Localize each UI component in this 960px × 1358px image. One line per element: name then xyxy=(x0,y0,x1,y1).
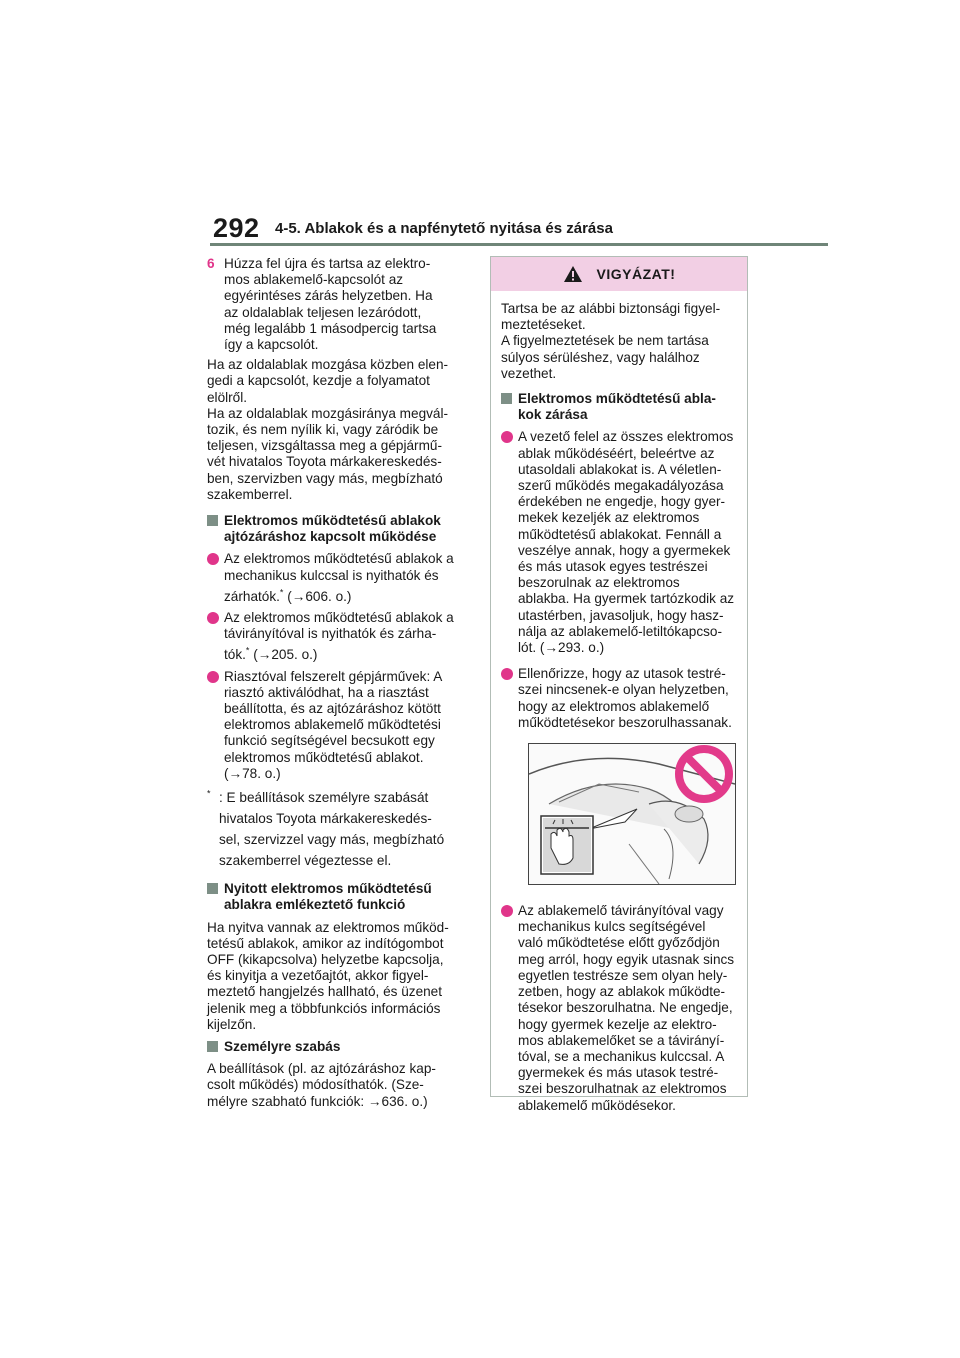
section-heading-reminder xyxy=(207,881,477,913)
list-item-text: Az ablakemelő távirányítóval vagy mechanikus kulcs segítségével való működtetése előtt győződjön meg arról, hogy egyik utasnak sincs egyetlen testrésze sem olyan hely- zetben, hogy az ablakok működte- tésekor beszorulhatna. Ne engedje, hogy gyermek kezelje az elektro- mos ablakemelőket se a távirányí- tóval, se a mechanikus kulccsal. A gyermekek és más utasok testré- szei beszorulhatnak az elektromos ablakemelő működésekor. xyxy=(518,903,735,1113)
section-heading-text: Nyitott elektromos működtetésű ablakra emlékeztető funkció xyxy=(224,881,432,913)
page-reference: (→205. o.) xyxy=(249,647,318,663)
footnote xyxy=(207,787,477,871)
footnote-mark: * xyxy=(207,788,211,799)
section-heading-text: Elektromos működtetésű ablakok ajtózáráshoz kapcsolt működése xyxy=(224,513,441,545)
warning-section-heading-text: Elektromos működtetésű abla- kok zárása xyxy=(518,391,716,423)
list-item-lines: Az elektromos működtetésű ablakok a mechanikus kulccsal is nyithatók és xyxy=(224,551,454,583)
list-item-text: Riasztóval felszerelt gépjárművek: A riasztó aktiválódhat, ha a riasztást beállította, és az ajtózáráshoz kötött elektromos ablakemelő működtetési funkció segítségével becsukott egy elektromos működtetésű ablakot. (→78. o.) xyxy=(224,668,443,781)
warning-triangle-icon xyxy=(563,265,583,283)
list-item-text xyxy=(224,610,477,664)
warning-box xyxy=(490,256,748,1113)
list-item-lines: Az elektromos működtetésű ablakok a távirányítóval is nyithatók és zárha- xyxy=(224,610,454,642)
step-6 xyxy=(207,256,477,353)
asterisk-mark: * xyxy=(279,587,284,598)
circle-bullet-icon xyxy=(207,612,219,624)
page-number: 292 xyxy=(213,213,260,243)
warning-header xyxy=(491,257,747,291)
paragraph-reminder: Ha nyitva vannak az elektromos működ- tetésű ablakok, amikor az indítógombot OFF (kikapcsolva) helyzetbe kapcsolja, és kinyitja a vezetőajtót, akkor figyel- meztető hangjelzés hallható, és üzenet jelenik meg a többfunkciós információs kijelzőn. xyxy=(207,919,449,1032)
asterisk-mark: * xyxy=(245,645,250,656)
warning-item-check-passengers xyxy=(501,666,739,731)
list-item-remote xyxy=(207,610,477,664)
paragraph-direction-change: Ha az oldalablak mozgásiránya megvál- tozik, és nem nyílik ki, vagy záródik be teljesen, vizsgáltassa meg a gépjármű- vét hivatalos Toyota márkakereskedés- ben, szervizben vagy más, megbízható szakemberrel. xyxy=(207,405,449,502)
warning-body xyxy=(491,291,747,1114)
section-heading-text: Személyre szabás xyxy=(224,1038,341,1054)
paragraph-release-switch: Ha az oldalablak mozgása közben elen- gedi a kapcsolót, kezdje a folyamatot elölről. xyxy=(207,357,449,405)
footnote-text: : E beállítások személyre szabását hivatalos Toyota márkakereskedés- sel, szervizzel vagy más, megbízható szakemberrel végeztesse el. xyxy=(219,790,445,869)
circle-bullet-icon xyxy=(207,553,219,565)
illustration-hand-caught-in-window xyxy=(528,743,736,885)
square-bullet-icon xyxy=(207,515,218,526)
step-text: Húzza fel újra és tartsa az elektro- mos ablakemelő-kapcsolót az egyérintéses zárás helyzetben. Ha az oldalablak teljesen lezáródott, még legalább 1 másodpercig tartsa így a kapcsolót. xyxy=(224,256,437,353)
circle-bullet-icon xyxy=(207,671,219,683)
list-item-text: Ellenőrizze, hogy az utasok testré- szei nincsenek-e olyan helyzetben, hogy az elektromos ablakemelő működtetésekor beszorulhassanak. xyxy=(518,666,732,730)
chapter-title: 4-5. Ablakok és a napfénytető nyitása és zárása xyxy=(275,220,613,237)
list-item-alarm xyxy=(207,669,477,782)
section-heading-customization xyxy=(207,1039,477,1055)
square-bullet-icon xyxy=(501,393,512,404)
step-number: 6 xyxy=(207,256,215,271)
left-column xyxy=(207,256,477,1110)
page-reference: (→606. o.) xyxy=(283,588,352,604)
car-interior-illustration xyxy=(529,744,735,884)
list-item-text: A vezető felel az összes elektromos ablak működéséért, beleértve az utasoldali ablakokat is. A véletlen- szerű működés megakadályozása érdekében ne engedje, hogy gyer- mekek kezeljék az elektromos működtetésű ablakokat. Fennáll a veszélye annak, hogy a gyermekek és más utasok egyes testrészei beszorulnak az elektromos ablakba. Ha gyermek tartózkodik az utastérben, javasoljuk, hogy hasz- nálja az ablakemelő-letiltókapcso- lót. (→293. o.) xyxy=(518,429,735,656)
circle-bullet-icon xyxy=(501,431,513,443)
circle-bullet-icon xyxy=(501,668,513,680)
square-bullet-icon xyxy=(207,883,218,894)
warning-intro: Tartsa be az alábbi biztonsági figyel- meztetéseket. A figyelmeztetések be nem tartása súlyos sérüléshez, vagy halálhoz vezethet. xyxy=(501,301,721,381)
list-item-last-line: zárhatók. xyxy=(224,588,280,604)
circle-bullet-icon xyxy=(501,905,513,917)
list-item-mechanical-key xyxy=(207,551,477,605)
section-heading-door-lock-linked xyxy=(207,513,477,545)
warning-item-remote-operation xyxy=(501,903,739,1114)
warning-section-heading xyxy=(501,391,739,423)
warning-title: VIGYÁZAT! xyxy=(596,266,676,282)
warning-item-driver-responsibility xyxy=(501,429,739,656)
list-item-text xyxy=(224,551,477,605)
square-bullet-icon xyxy=(207,1041,218,1052)
header-divider xyxy=(210,243,828,246)
list-item-last-line: tók. xyxy=(224,647,246,663)
paragraph-customization: A beállítások (pl. az ajtózáráshoz kap- csolt működés) módosíthatók. (Sze- mélyre szabható funkciók: →636. o.) xyxy=(207,1061,436,1109)
